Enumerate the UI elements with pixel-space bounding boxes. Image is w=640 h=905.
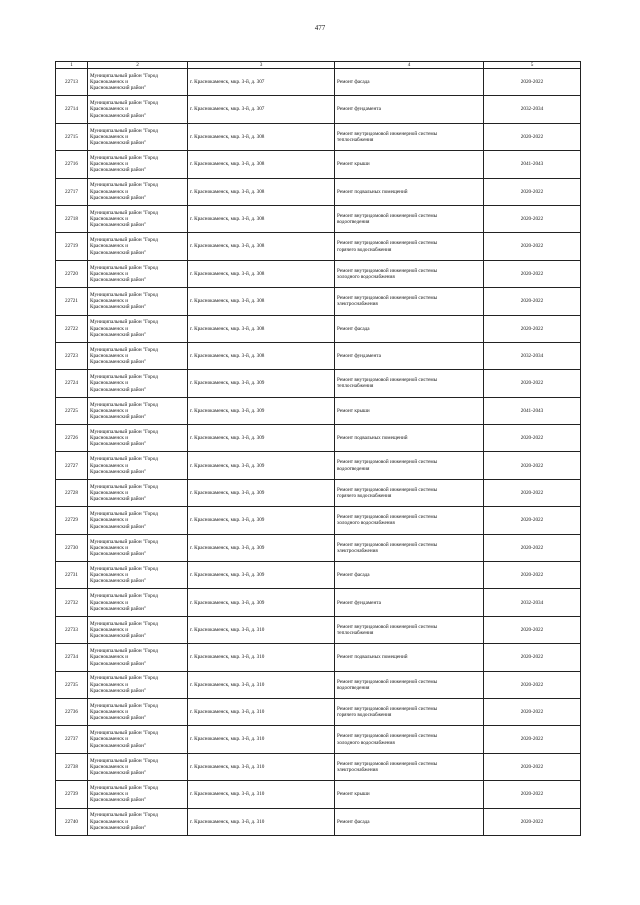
table-row: [56, 616, 581, 643]
address-cell: г. Краснокаменск, мкр. 3-й, д. 309: [188, 425, 335, 452]
address-cell: г. Краснокаменск, мкр. 3-й, д. 310: [188, 671, 335, 698]
table-row: [56, 562, 581, 589]
municipality-cell: Муниципальный район "Город Краснокаменск и Краснокаменский район": [88, 479, 188, 506]
table-row: [56, 671, 581, 698]
address-cell: г. Краснокаменск, мкр. 3-й, д. 309: [188, 507, 335, 534]
municipality-cell: Муниципальный район "Город Краснокаменск и Краснокаменский район": [88, 616, 188, 643]
table-row: [56, 781, 581, 808]
row-number-cell: 22734: [56, 644, 88, 671]
municipality-cell: Муниципальный район "Город Краснокаменск и Краснокаменский район": [88, 589, 188, 616]
row-number-cell: 22735: [56, 671, 88, 698]
table-row: [56, 233, 581, 260]
row-number-cell: 22716: [56, 151, 88, 178]
row-number-cell: 22740: [56, 808, 88, 835]
period-cell: 2020-2022: [484, 726, 581, 753]
table-header-row: [56, 62, 581, 69]
work-type-cell: Ремонт крыши: [335, 397, 484, 424]
work-type-cell: Ремонт внутридомовой инженерной системы электроснабжения: [335, 753, 484, 780]
work-type-cell: Ремонт фасада: [335, 315, 484, 342]
row-number-cell: 22723: [56, 342, 88, 369]
row-number-cell: 22726: [56, 425, 88, 452]
work-type-cell: Ремонт внутридомовой инженерной системы теплоснабжения: [335, 123, 484, 150]
table-row: [56, 808, 581, 835]
table-row: [56, 534, 581, 561]
row-number-cell: 22724: [56, 370, 88, 397]
work-type-cell: Ремонт внутридомовой инженерной системы горячего водоснабжения: [335, 698, 484, 725]
municipality-cell: Муниципальный район "Город Краснокаменск и Краснокаменский район": [88, 753, 188, 780]
work-type-cell: Ремонт фундамента: [335, 589, 484, 616]
municipality-cell: Муниципальный район "Город Краснокаменск и Краснокаменский район": [88, 726, 188, 753]
work-type-cell: Ремонт внутридомовой инженерной системы теплоснабжения: [335, 616, 484, 643]
table-row: [56, 151, 581, 178]
table-row: [56, 178, 581, 205]
table-row: [56, 644, 581, 671]
municipality-cell: Муниципальный район "Город Краснокаменск и Краснокаменский район": [88, 534, 188, 561]
row-number-cell: 22731: [56, 562, 88, 589]
work-type-cell: Ремонт внутридомовой инженерной системы водоотведения: [335, 205, 484, 232]
address-cell: г. Краснокаменск, мкр. 3-й, д. 308: [188, 342, 335, 369]
work-type-cell: Ремонт внутридомовой инженерной системы водоотведения: [335, 671, 484, 698]
municipality-cell: Муниципальный район "Город Краснокаменск и Краснокаменский район": [88, 96, 188, 123]
work-type-cell: Ремонт крыши: [335, 151, 484, 178]
address-cell: г. Краснокаменск, мкр. 3-й, д. 309: [188, 534, 335, 561]
address-cell: г. Краснокаменск, мкр. 3-й, д. 309: [188, 397, 335, 424]
municipality-cell: Муниципальный район "Город Краснокаменск и Краснокаменский район": [88, 260, 188, 287]
municipality-cell: Муниципальный район "Город Краснокаменск и Краснокаменский район": [88, 315, 188, 342]
work-type-cell: Ремонт внутридомовой инженерной системы теплоснабжения: [335, 370, 484, 397]
address-cell: г. Краснокаменск, мкр. 3-й, д. 310: [188, 616, 335, 643]
period-cell: 2020-2022: [484, 370, 581, 397]
municipality-cell: Муниципальный район "Город Краснокаменск и Краснокаменский район": [88, 452, 188, 479]
address-cell: г. Краснокаменск, мкр. 3-й, д. 309: [188, 479, 335, 506]
column-header-1: 1: [56, 62, 88, 69]
address-cell: г. Краснокаменск, мкр. 3-й, д. 309: [188, 562, 335, 589]
address-cell: г. Краснокаменск, мкр. 3-й, д. 309: [188, 370, 335, 397]
row-number-cell: 22713: [56, 69, 88, 96]
address-cell: г. Краснокаменск, мкр. 3-й, д. 308: [188, 288, 335, 315]
address-cell: г. Краснокаменск, мкр. 3-й, д. 310: [188, 781, 335, 808]
municipality-cell: Муниципальный район "Город Краснокаменск и Краснокаменский район": [88, 205, 188, 232]
repair-schedule-table: [55, 61, 581, 836]
page-number: 477: [314, 24, 326, 32]
table-row: [56, 397, 581, 424]
row-number-cell: 22732: [56, 589, 88, 616]
period-cell: 2020-2022: [484, 178, 581, 205]
row-number-cell: 22718: [56, 205, 88, 232]
work-type-cell: Ремонт крыши: [335, 781, 484, 808]
address-cell: г. Краснокаменск, мкр. 3-й, д. 308: [188, 260, 335, 287]
municipality-cell: Муниципальный район "Город Краснокаменск и Краснокаменский район": [88, 342, 188, 369]
row-number-cell: 22715: [56, 123, 88, 150]
municipality-cell: Муниципальный район "Город Краснокаменск и Краснокаменский район": [88, 425, 188, 452]
row-number-cell: 22714: [56, 96, 88, 123]
work-type-cell: Ремонт внутридомовой инженерной системы холодного водоснабжения: [335, 260, 484, 287]
period-cell: 2020-2022: [484, 753, 581, 780]
table-row: [56, 425, 581, 452]
period-cell: 2020-2022: [484, 260, 581, 287]
period-cell: 2020-2022: [484, 781, 581, 808]
address-cell: г. Краснокаменск, мкр. 3-й, д. 310: [188, 644, 335, 671]
column-header-5: 5: [484, 62, 581, 69]
row-number-cell: 22736: [56, 698, 88, 725]
work-type-cell: Ремонт внутридомовой инженерной системы горячего водоснабжения: [335, 233, 484, 260]
row-number-cell: 22728: [56, 479, 88, 506]
municipality-cell: Муниципальный район "Город Краснокаменск и Краснокаменский район": [88, 178, 188, 205]
period-cell: 2020-2022: [484, 562, 581, 589]
table-row: [56, 452, 581, 479]
table-row: [56, 370, 581, 397]
row-number-cell: 22738: [56, 753, 88, 780]
work-type-cell: Ремонт фасада: [335, 562, 484, 589]
row-number-cell: 22727: [56, 452, 88, 479]
address-cell: г. Краснокаменск, мкр. 3-й, д. 310: [188, 726, 335, 753]
municipality-cell: Муниципальный район "Город Краснокаменск и Краснокаменский район": [88, 123, 188, 150]
period-cell: 2020-2022: [484, 507, 581, 534]
column-header-3: 3: [188, 62, 335, 69]
table-row: [56, 260, 581, 287]
period-cell: 2020-2022: [484, 452, 581, 479]
table-row: [56, 479, 581, 506]
work-type-cell: Ремонт внутридомовой инженерной системы холодного водоснабжения: [335, 726, 484, 753]
period-cell: 2032-2034: [484, 342, 581, 369]
municipality-cell: Муниципальный район "Город Краснокаменск и Краснокаменский район": [88, 397, 188, 424]
address-cell: г. Краснокаменск, мкр. 3-й, д. 308: [188, 123, 335, 150]
period-cell: 2020-2022: [484, 288, 581, 315]
period-cell: 2020-2022: [484, 123, 581, 150]
row-number-cell: 22717: [56, 178, 88, 205]
municipality-cell: Муниципальный район "Город Краснокаменск и Краснокаменский район": [88, 562, 188, 589]
period-cell: 2020-2022: [484, 644, 581, 671]
period-cell: 2020-2022: [484, 205, 581, 232]
table-row: [56, 123, 581, 150]
municipality-cell: Муниципальный район "Город Краснокаменск и Краснокаменский район": [88, 233, 188, 260]
period-cell: 2041-2043: [484, 151, 581, 178]
table-row: [56, 315, 581, 342]
row-number-cell: 22722: [56, 315, 88, 342]
work-type-cell: Ремонт подвальных помещений: [335, 178, 484, 205]
work-type-cell: Ремонт фундамента: [335, 342, 484, 369]
address-cell: г. Краснокаменск, мкр. 3-й, д. 308: [188, 315, 335, 342]
address-cell: г. Краснокаменск, мкр. 3-й, д. 308: [188, 233, 335, 260]
period-cell: 2020-2022: [484, 69, 581, 96]
table-row: [56, 589, 581, 616]
address-cell: г. Краснокаменск, мкр. 3-й, д. 310: [188, 698, 335, 725]
address-cell: г. Краснокаменск, мкр. 3-й, д. 307: [188, 69, 335, 96]
period-cell: 2020-2022: [484, 315, 581, 342]
column-header-2: 2: [88, 62, 188, 69]
table-row: [56, 205, 581, 232]
work-type-cell: Ремонт подвальных помещений: [335, 425, 484, 452]
row-number-cell: 22721: [56, 288, 88, 315]
table-row: [56, 698, 581, 725]
period-cell: 2020-2022: [484, 698, 581, 725]
row-number-cell: 22729: [56, 507, 88, 534]
work-type-cell: Ремонт внутридомовой инженерной системы электроснабжения: [335, 534, 484, 561]
municipality-cell: Муниципальный район "Город Краснокаменск и Краснокаменский район": [88, 671, 188, 698]
address-cell: г. Краснокаменск, мкр. 3-й, д. 309: [188, 452, 335, 479]
table-row: [56, 342, 581, 369]
address-cell: г. Краснокаменск, мкр. 3-й, д. 308: [188, 205, 335, 232]
row-number-cell: 22737: [56, 726, 88, 753]
table-row: [56, 96, 581, 123]
period-cell: 2020-2022: [484, 808, 581, 835]
municipality-cell: Муниципальный район "Город Краснокаменск и Краснокаменский район": [88, 288, 188, 315]
municipality-cell: Муниципальный район "Город Краснокаменск и Краснокаменский район": [88, 507, 188, 534]
table-row: [56, 69, 581, 96]
address-cell: г. Краснокаменск, мкр. 3-й, д. 307: [188, 96, 335, 123]
municipality-cell: Муниципальный район "Город Краснокаменск и Краснокаменский район": [88, 781, 188, 808]
period-cell: 2020-2022: [484, 233, 581, 260]
municipality-cell: Муниципальный район "Город Краснокаменск и Краснокаменский район": [88, 808, 188, 835]
row-number-cell: 22725: [56, 397, 88, 424]
work-type-cell: Ремонт фасада: [335, 808, 484, 835]
municipality-cell: Муниципальный район "Город Краснокаменск и Краснокаменский район": [88, 644, 188, 671]
row-number-cell: 22739: [56, 781, 88, 808]
period-cell: 2020-2022: [484, 534, 581, 561]
municipality-cell: Муниципальный район "Город Краснокаменск и Краснокаменский район": [88, 698, 188, 725]
table-row: [56, 753, 581, 780]
work-type-cell: Ремонт внутридомовой инженерной системы холодного водоснабжения: [335, 507, 484, 534]
row-number-cell: 22730: [56, 534, 88, 561]
row-number-cell: 22720: [56, 260, 88, 287]
period-cell: 2020-2022: [484, 616, 581, 643]
address-cell: г. Краснокаменск, мкр. 3-й, д. 309: [188, 589, 335, 616]
work-type-cell: Ремонт внутридомовой инженерной системы горячего водоснабжения: [335, 479, 484, 506]
municipality-cell: Муниципальный район "Город Краснокаменск и Краснокаменский район": [88, 370, 188, 397]
period-cell: 2020-2022: [484, 479, 581, 506]
table-row: [56, 726, 581, 753]
work-type-cell: Ремонт внутридомовой инженерной системы водоотведения: [335, 452, 484, 479]
period-cell: 2041-2043: [484, 397, 581, 424]
table-row: [56, 507, 581, 534]
municipality-cell: Муниципальный район "Город Краснокаменск и Краснокаменский район": [88, 69, 188, 96]
column-header-4: 4: [335, 62, 484, 69]
address-cell: г. Краснокаменск, мкр. 3-й, д. 310: [188, 808, 335, 835]
work-type-cell: Ремонт внутридомовой инженерной системы электроснабжения: [335, 288, 484, 315]
period-cell: 2032-2034: [484, 589, 581, 616]
row-number-cell: 22719: [56, 233, 88, 260]
period-cell: 2020-2022: [484, 671, 581, 698]
address-cell: г. Краснокаменск, мкр. 3-й, д. 310: [188, 753, 335, 780]
municipality-cell: Муниципальный район "Город Краснокаменск и Краснокаменский район": [88, 151, 188, 178]
address-cell: г. Краснокаменск, мкр. 3-й, д. 308: [188, 151, 335, 178]
period-cell: 2020-2022: [484, 425, 581, 452]
address-cell: г. Краснокаменск, мкр. 3-й, д. 308: [188, 178, 335, 205]
work-type-cell: Ремонт фасада: [335, 69, 484, 96]
row-number-cell: 22733: [56, 616, 88, 643]
work-type-cell: Ремонт фундамента: [335, 96, 484, 123]
table-row: [56, 288, 581, 315]
period-cell: 2032-2034: [484, 96, 581, 123]
work-type-cell: Ремонт подвальных помещений: [335, 644, 484, 671]
